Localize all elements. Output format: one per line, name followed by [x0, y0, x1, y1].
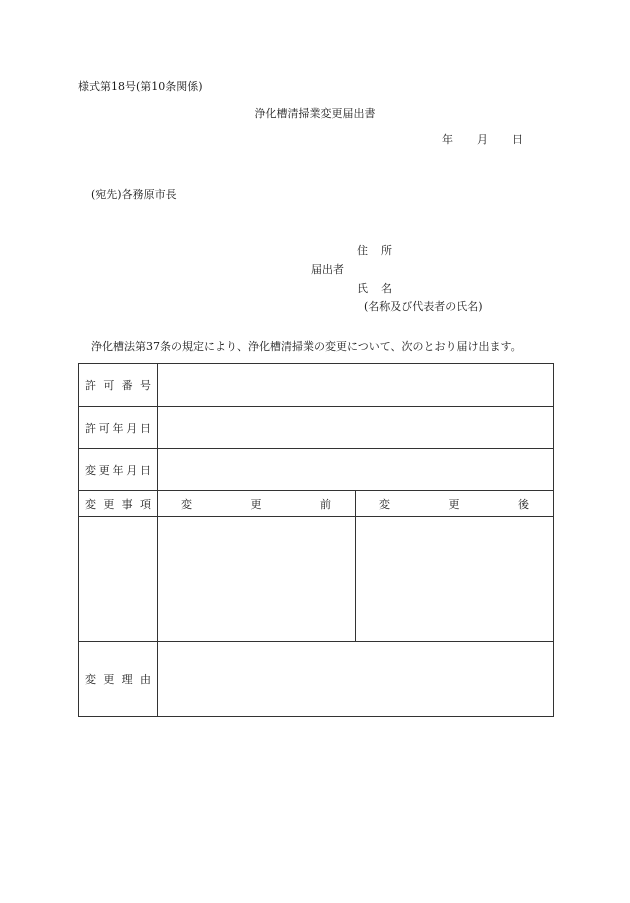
name-label: 氏 名: [357, 282, 392, 295]
before-change-field[interactable]: [158, 517, 356, 642]
change-date-label: 変 更 年 月 日: [79, 449, 158, 491]
after-change-header: 変 更 後: [356, 491, 554, 517]
permit-number-label: 許 可 番 号: [79, 364, 158, 407]
name-note: (名称及び代表者の氏名): [364, 300, 483, 313]
permit-date-field[interactable]: [158, 407, 554, 449]
permit-date-label: 許 可 年 月 日: [79, 407, 158, 449]
change-item-label: 変 更 事 項: [79, 491, 158, 517]
change-reason-field[interactable]: [158, 642, 554, 717]
reason-row: [79, 642, 554, 717]
change-item-field[interactable]: [79, 517, 158, 642]
document-title: 浄化槽清掃業変更届出書: [254, 107, 376, 120]
change-reason-label: 変 更 理 由: [79, 642, 158, 717]
change-date-field[interactable]: [158, 449, 554, 491]
change-content-row: [79, 517, 554, 642]
permit-number-field[interactable]: [158, 364, 554, 407]
form-number: 様式第18号(第10条関係): [78, 80, 203, 93]
before-change-header: 変 更 前: [158, 491, 356, 517]
change-date-row: [79, 449, 554, 491]
date-month-label: 月: [477, 133, 488, 146]
change-header-row: [79, 491, 554, 517]
statement-text: 浄化槽法第37条の規定により、浄化槽清掃業の変更について、次のとおり届け出ます。: [91, 340, 522, 353]
date-day-label: 日: [512, 133, 523, 146]
permit-number-row: [79, 364, 554, 407]
notifier-label: 届出者: [311, 263, 344, 276]
address-label: 住 所: [357, 244, 392, 257]
notification-table: [78, 363, 554, 717]
addressee: (宛先)各務原市長: [91, 188, 177, 201]
permit-date-row: [79, 407, 554, 449]
date-year-label: 年: [442, 133, 453, 146]
after-change-field[interactable]: [356, 517, 554, 642]
